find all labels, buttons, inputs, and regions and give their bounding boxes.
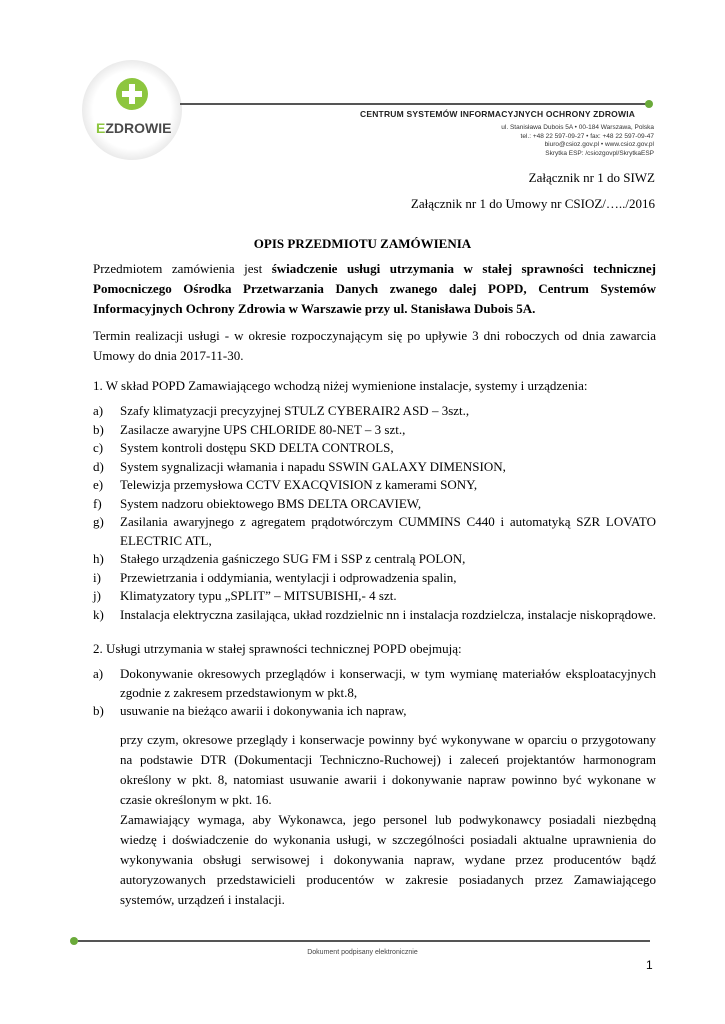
footer-rule-dot xyxy=(70,937,78,945)
list-item: e) Telewizja przemysłowa CCTV EXACQVISION z kamerami SONY, xyxy=(93,477,478,492)
list-item: k) Instalacja elektryczna zasilająca, układ rozdzielnic nn i instalacja rozdzielcza, instalacje niskoprądowe. xyxy=(93,606,656,622)
section1-heading: 1. W skład POPD Zamawiającego wchodzą niżej wymienione instalacje, systemy i urządzenia: xyxy=(93,378,588,393)
list-item: d) System sygnalizacji włamania i napadu SSWIN GALAXY DIMENSION, xyxy=(93,458,506,474)
attachment-siwz: Załącznik nr 1 do SIWZ xyxy=(528,170,655,185)
document-title: OPIS PRZEDMIOTU ZAMÓWIENIA xyxy=(253,236,472,251)
logo-halo xyxy=(82,60,182,160)
intro-normal: Przedmiotem zamówienia jest xyxy=(93,261,272,276)
logo-text: EZDROWIE xyxy=(96,120,172,136)
list-item: b) usuwanie na bieżąco awarii i dokonywania ich napraw, xyxy=(93,703,407,718)
org-name: CENTRUM SYSTEMÓW INFORMACYJNYCH OCHRONY ZDROWIA xyxy=(360,109,636,119)
header-rule-dot xyxy=(645,100,653,108)
list-item: a) Szafy klimatyzacji precyzyjnej STULZ CYBERAIR2 ASD – 3szt., xyxy=(93,403,470,418)
header-rule xyxy=(180,103,648,105)
medical-cross-icon xyxy=(116,78,148,110)
ezdrowie-logo xyxy=(82,60,182,160)
termin-paragraph: Termin realizacji usługi - w okresie rozpoczynającym się po upływie 3 dni roboczych od dnia zawarcia Umowy do dnia 2017-11-30. xyxy=(93,328,656,363)
intro-paragraph xyxy=(93,259,656,319)
address-line: tel.: +48 22 597-09-27 • fax: +48 22 597-09-47 xyxy=(520,132,654,140)
list-item: f) System nadzoru obiektowego BMS DELTA ORCAVIEW, xyxy=(93,495,422,511)
signed-electronically-note: Dokument podpisany elektronicznie xyxy=(307,949,418,956)
address-line: biuro@csioz.gov.pl • www.csioz.gov.pl xyxy=(544,141,654,149)
address-line: Skrytka ESP: /csiozgovpl/SkrytkaESP xyxy=(545,149,654,157)
footer-rule xyxy=(78,940,650,942)
zamawiajacy-paragraph: Zamawiający wymaga, aby Wykonawca, jego personel lub podwykonawcy posiadali niezbędną wiedzę i doświadczenie do wykonania usługi, w szczególności posiadali aktualne uprawnienia do wykonywania obsługi serwisowej i dokonywania napraw, wydane przez producentów bądź autoryzowanych przedstawicieli producentów w zakresie posiadanych przez Zamawiającego systemów, urządzeń i instalacji. xyxy=(120,812,656,907)
list-item: c) System kontroli dostępu SKD DELTA CONTROLS, xyxy=(93,440,394,455)
section2-heading: 2. Usługi utrzymania w stałej sprawności technicznej POPD obejmują: xyxy=(93,641,462,656)
przy-czym-paragraph: przy czym, okresowe przeglądy i konserwacje powinny być wykonywane w oparciu o przygotowany na podstawie DTR (Dokumentacji Techniczno-Ruchowej) i zaleceń projektantów harmonogram określony w pkt. 8, natomiast usuwanie awarii i dokonywanie napraw powinno być wykonane w czasie określonym w pkt. 16. xyxy=(120,732,656,807)
address-line: ul. Stanisława Dubois 5A • 00-184 Warszawa, Polska xyxy=(501,124,654,131)
page-number: 1 xyxy=(646,958,653,972)
list-item: h) Stałego urządzenia gaśniczego SUG FM i SSP z centralą POLON, xyxy=(93,551,466,566)
section2-list xyxy=(93,665,656,721)
intro-bold: świadczenie usługi utrzymania w stałej sprawności technicznej Pomocniczego Ośrodka Przetwarzania Danych zwanego dalej POPD, Centrum Systemów Informacyjnych Ochrony Zdrowia w Warszawie przy ul. Stanisława Dubois 5A. xyxy=(93,261,656,316)
list-item: g) Zasilania awaryjnego z agregatem prądotwórczym CUMMINS C440 i automatyką SZR LOVATO ELECTRIC ATL, xyxy=(93,514,656,548)
section1-list xyxy=(93,402,656,624)
org-address xyxy=(480,124,654,158)
list-item: a) Dokonywanie okresowych przeglądów i konserwacji, w tym wymianę materiałów eksploatacyjnych zgodnie z zakresem przedstawionym w pkt.8, xyxy=(93,666,656,700)
attachment-umowy: Załącznik nr 1 do Umowy nr CSIOZ/…../2016 xyxy=(410,196,655,211)
list-item: j) Klimatyzatory typu „SPLIT” – MITSUBISHI,- 4 szt. xyxy=(93,588,397,603)
list-item: b) Zasilacze awaryjne UPS CHLORIDE 80-NET – 3 szt., xyxy=(93,421,406,437)
list-item: i) Przewietrzania i oddymiania, wentylacji i odprowadzenia spalin, xyxy=(93,569,457,585)
